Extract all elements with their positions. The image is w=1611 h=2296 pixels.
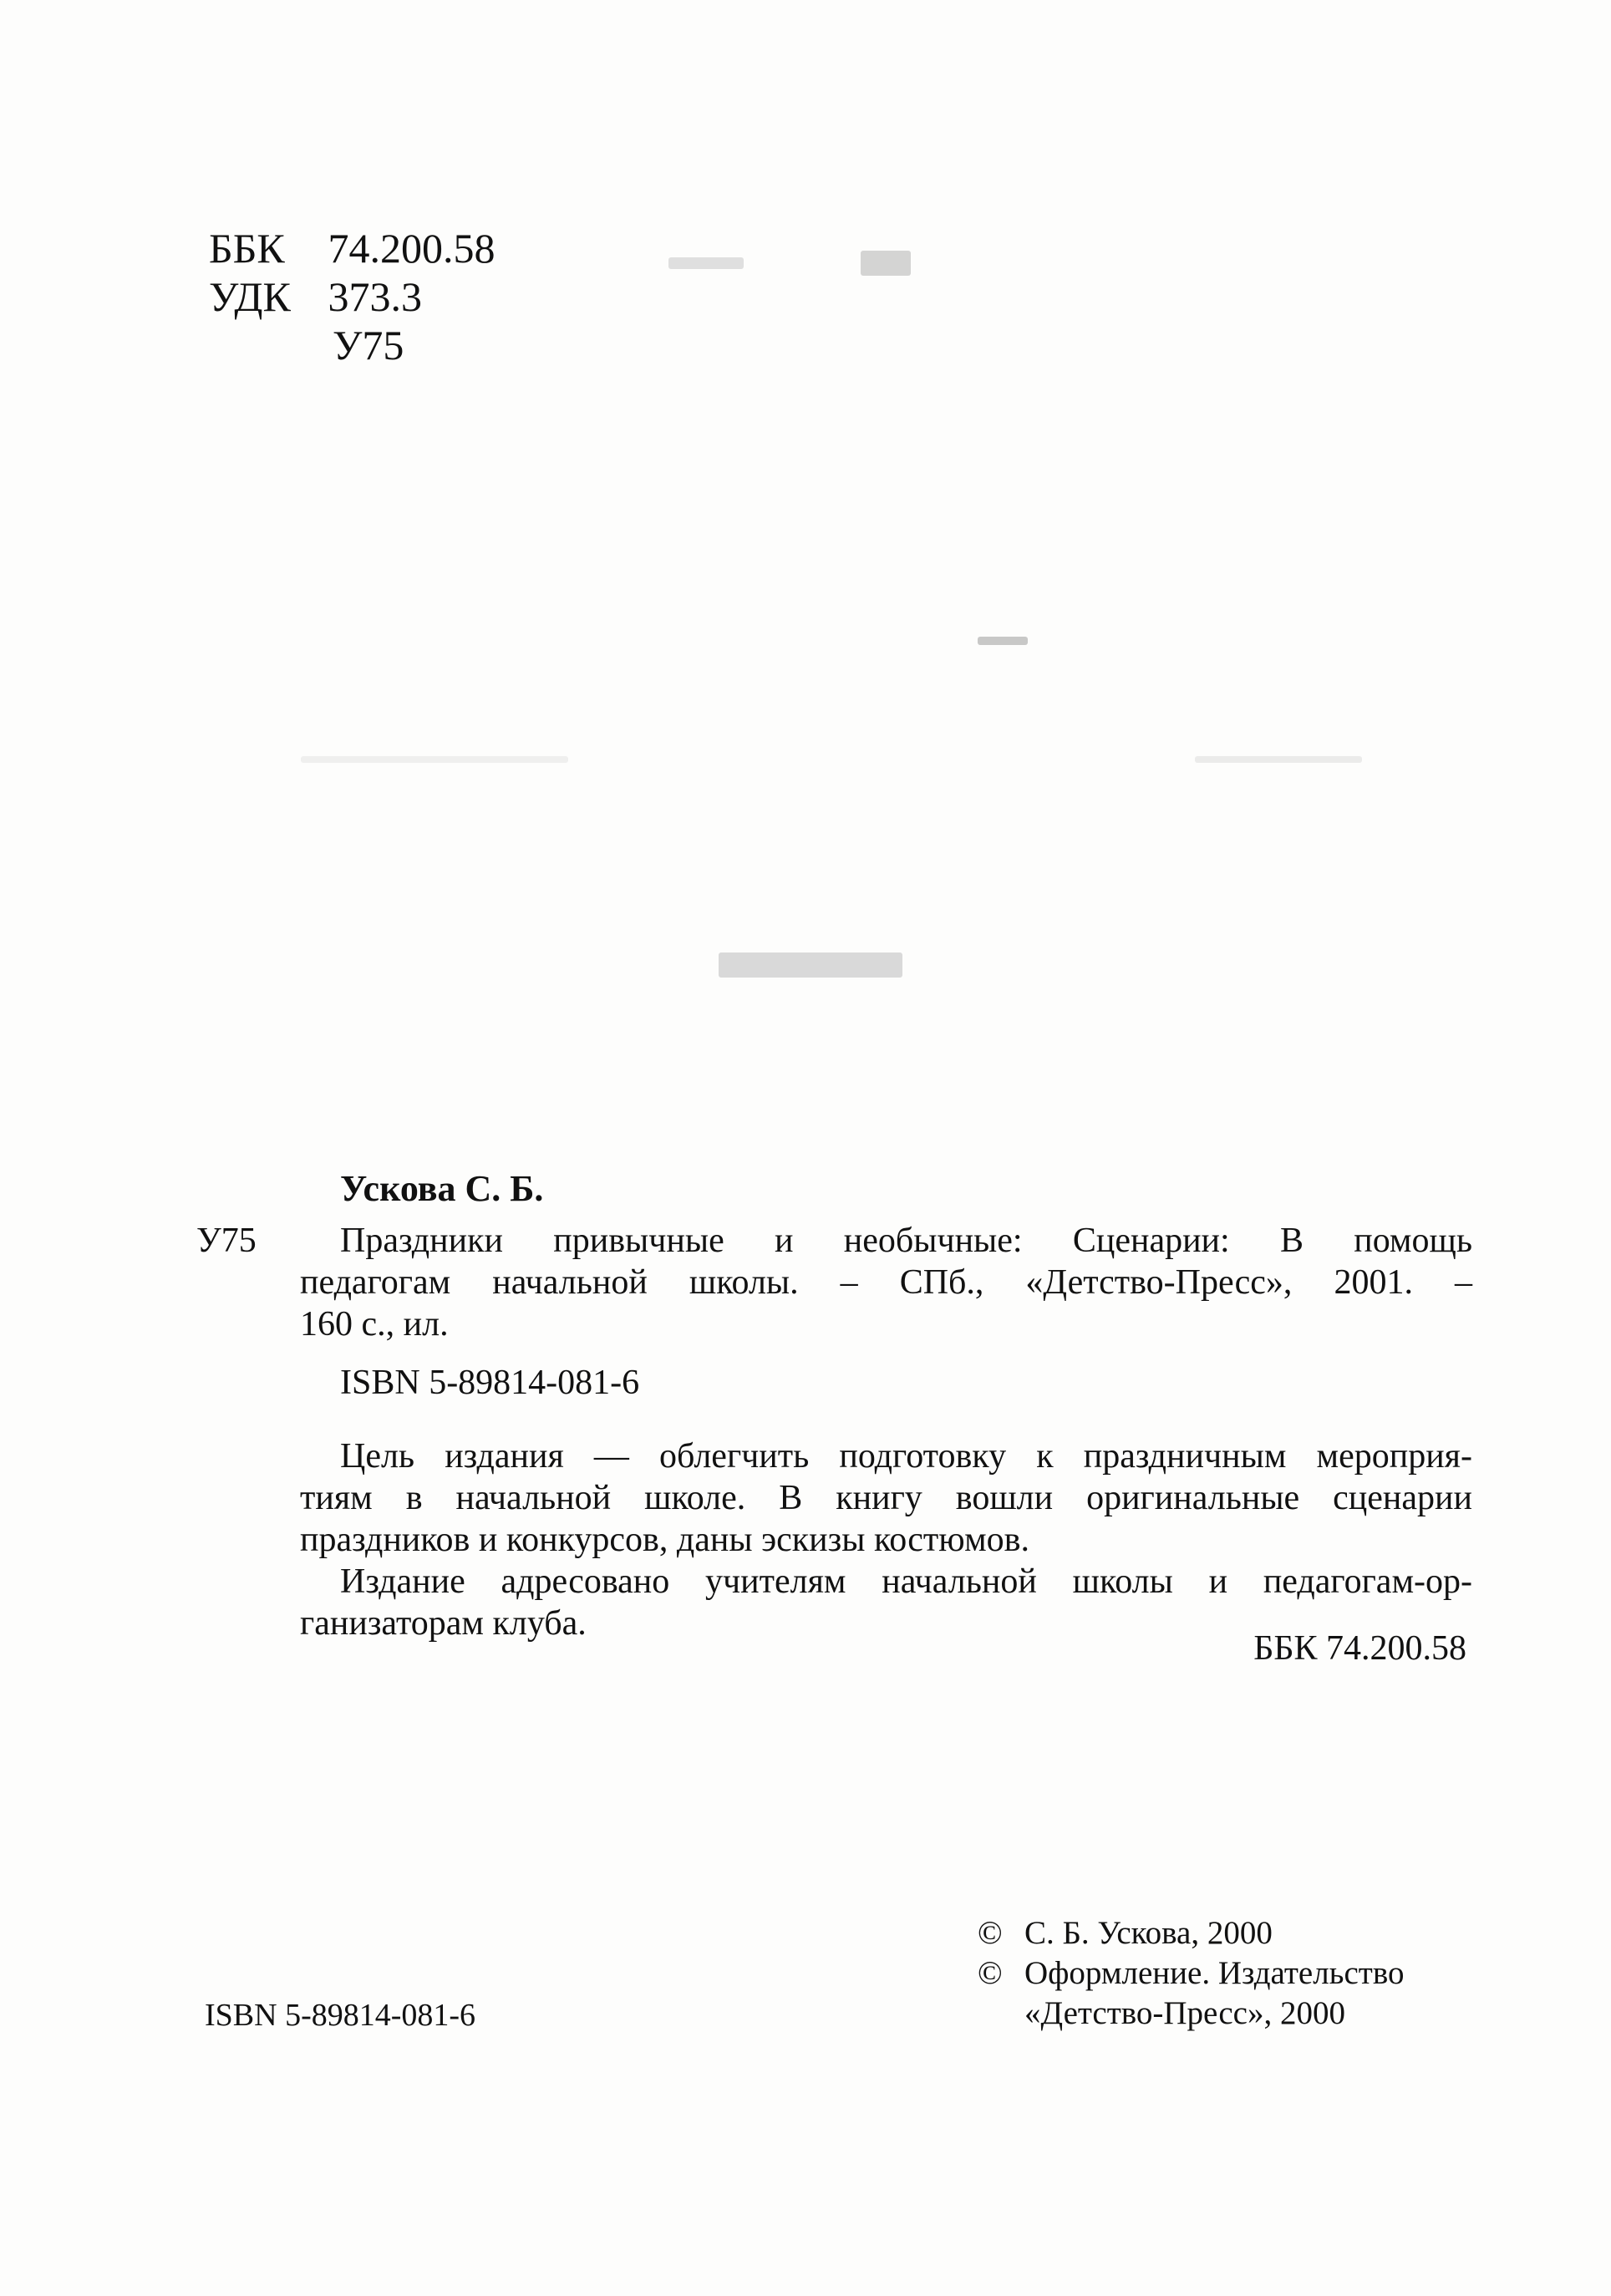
scan-artifact <box>301 756 568 763</box>
description-line: педагогам начальной школы. – СПб., «Детство-Пресс», 2001. – <box>300 1263 1472 1302</box>
scan-artifact <box>719 952 902 978</box>
record-call-number: У75 <box>196 1222 257 1260</box>
scan-artifact <box>1195 756 1362 763</box>
copyright-design-row <box>978 1953 1404 1994</box>
record-isbn: ISBN 5-89814-081-6 <box>340 1364 640 1402</box>
record-description <box>300 1220 1472 1345</box>
scan-artifact <box>978 637 1028 645</box>
copyright-block <box>978 1913 1404 2034</box>
udk-code: 373.3 <box>328 273 422 320</box>
copyright-icon: © <box>978 1955 1003 1991</box>
record-annotation <box>300 1435 1472 1644</box>
bbk-label: ББК <box>209 225 285 272</box>
record-bbk: ББК 74.200.58 <box>1253 1629 1466 1668</box>
annotation-line: Цель издания — облегчить подготовку к праздничным мероприя- <box>340 1437 1472 1476</box>
description-line: 160 с., ил. <box>300 1305 449 1344</box>
bbk-row <box>209 224 495 272</box>
record-author: Ускова С. Б. <box>340 1168 544 1209</box>
copyright-design-line1: Оформление. Издательство <box>1024 1955 1405 1991</box>
annotation-line: тиям в начальной школе. В книгу вошли оригинальные сценарии <box>300 1479 1472 1517</box>
description-line: Праздники привычные и необычные: Сценарии: В помощь <box>340 1222 1472 1260</box>
copyright-icon: © <box>978 1915 1003 1951</box>
bbk-code: 74.200.58 <box>328 225 495 272</box>
author-mark: У75 <box>333 322 404 368</box>
scan-artifact <box>668 257 744 269</box>
copyright-design-line2: «Детство-Пресс», 2000 <box>1024 1995 1345 2031</box>
udk-row <box>209 272 495 321</box>
udk-label: УДК <box>209 273 291 320</box>
classification-block <box>209 224 495 369</box>
copyright-author: С. Б. Ускова, 2000 <box>1024 1915 1273 1951</box>
footer-isbn: ISBN 5-89814-081-6 <box>205 1998 476 2033</box>
scan-artifact <box>861 251 911 276</box>
annotation-line: ганизаторам клуба. <box>300 1604 587 1643</box>
annotation-line: Издание адресовано учителям начальной школы и педагогам-ор- <box>340 1562 1472 1601</box>
copyright-author-row <box>978 1913 1404 1953</box>
annotation-line: праздников и конкурсов, даны эскизы костюмов. <box>300 1521 1029 1559</box>
